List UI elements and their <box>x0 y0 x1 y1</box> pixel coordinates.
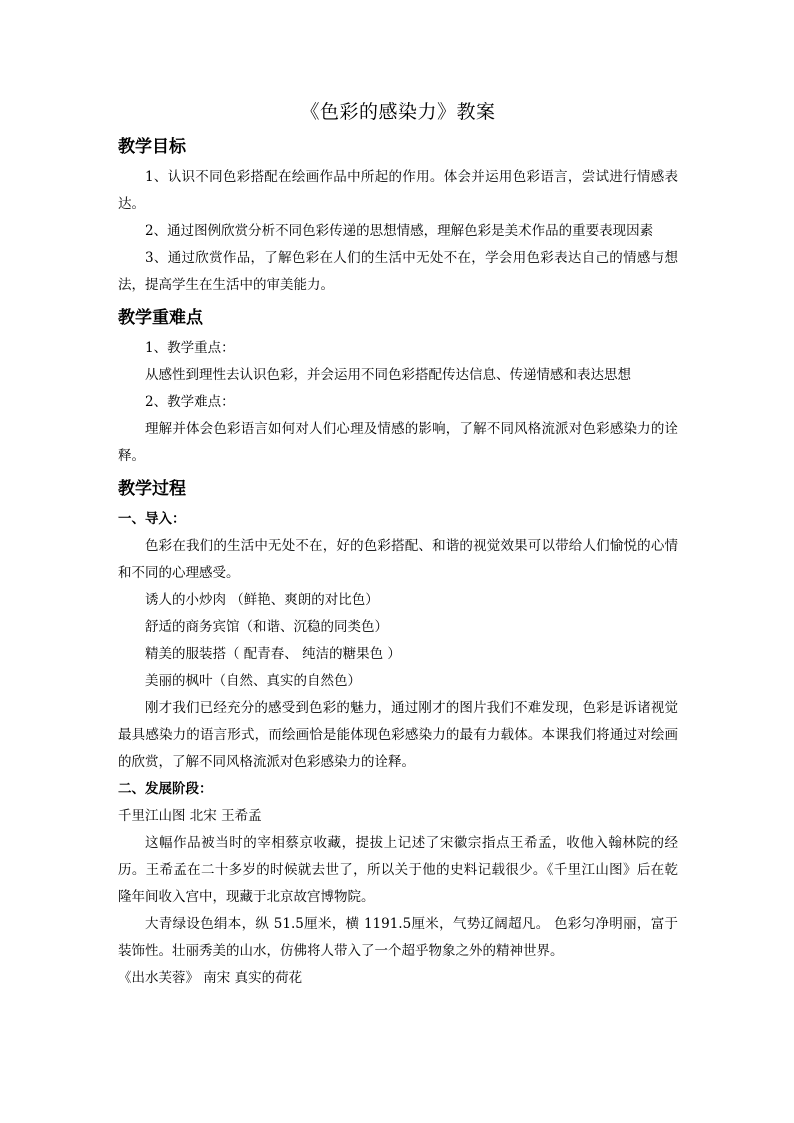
heading-key-points: 教学重难点 <box>118 308 203 328</box>
goal-item-3: 3、通过欣赏作品，了解色彩在人们的生活中无处不在，学会用色彩表达自己的情感与想法，提高学生在生活中的审美能力。 <box>118 250 678 293</box>
intro-example-3: 精美的服装搭（ 配青春、 纯洁的糖果色 ） <box>145 646 401 662</box>
goal-item-2: 2、通过图例欣赏分析不同色彩传递的思想情感，理解色彩是美术作品的重要表现因素 <box>145 223 654 239</box>
heading-teaching-process: 教学过程 <box>118 479 186 499</box>
work-1-paragraph-1: 这幅作品被当时的宰相蔡京收藏，提拔上记述了宋徽宗指点王希孟，收他入翰林院的经历。王希孟在二十多岁的时候就去世了，所以关于他的史料记载很少。《千里江山图》后在乾隆年间收入宫中，现藏于北京故宫博物院。 <box>118 835 678 905</box>
heading-teaching-goals: 教学目标 <box>118 137 186 157</box>
intro-example-2: 舒适的商务宾馆（和谐、沉稳的同类色） <box>145 619 388 635</box>
goal-item-1: 1、认识不同色彩搭配在绘画作品中所起的作用。体会并运用色彩语言，尝试进行情感表达。 <box>118 169 678 212</box>
document-body <box>118 98 678 992</box>
focus-label: 1、教学重点： <box>145 340 235 356</box>
difficulty-text: 理解并体会色彩语言如何对人们心理及情感的影响，了解不同风格流派对色彩感染力的诠释。 <box>118 421 678 464</box>
intro-example-4: 美丽的枫叶（自然、真实的自然色） <box>145 673 361 689</box>
heading-intro: 一、导入： <box>118 511 186 527</box>
work-1-title: 千里江山图 北宋 王希孟 <box>118 808 262 824</box>
intro-example-1: 诱人的小炒肉 （鲜艳、爽朗的对比色） <box>145 592 379 608</box>
intro-paragraph-2: 刚才我们已经充分的感受到色彩的魅力，通过刚才的图片我们不难发现，色彩是诉诸视觉最具感染力的语言形式，而绘画恰是能体现色彩感染力的最有力载体。本课我们将通过对绘画的欣赏，了解不同风格流派对色彩感染力的诠释。 <box>118 700 678 770</box>
document-title: 《色彩的感染力》教案 <box>300 101 496 123</box>
work-1-paragraph-2: 大青绿设色绢本，纵 51.5厘米，横 1191.5厘米，气势辽阔超凡。 色彩匀净明丽，富于装饰性。壮丽秀美的山水，仿佛将人带入了一个超乎物象之外的精神世界。 <box>118 916 678 959</box>
intro-paragraph-1: 色彩在我们的生活中无处不在，好的色彩搭配、和谐的视觉效果可以带给人们愉悦的心情和不同的心理感受。 <box>118 538 678 581</box>
difficulty-label: 2、教学难点： <box>145 394 235 410</box>
heading-development: 二、发展阶段： <box>118 781 213 797</box>
work-2-title: 《出水芙蓉》 南宋 真实的荷花 <box>118 970 303 986</box>
focus-text: 从感性到理性去认识色彩，并会运用不同色彩搭配传达信息、传递情感和表达思想 <box>145 367 631 383</box>
